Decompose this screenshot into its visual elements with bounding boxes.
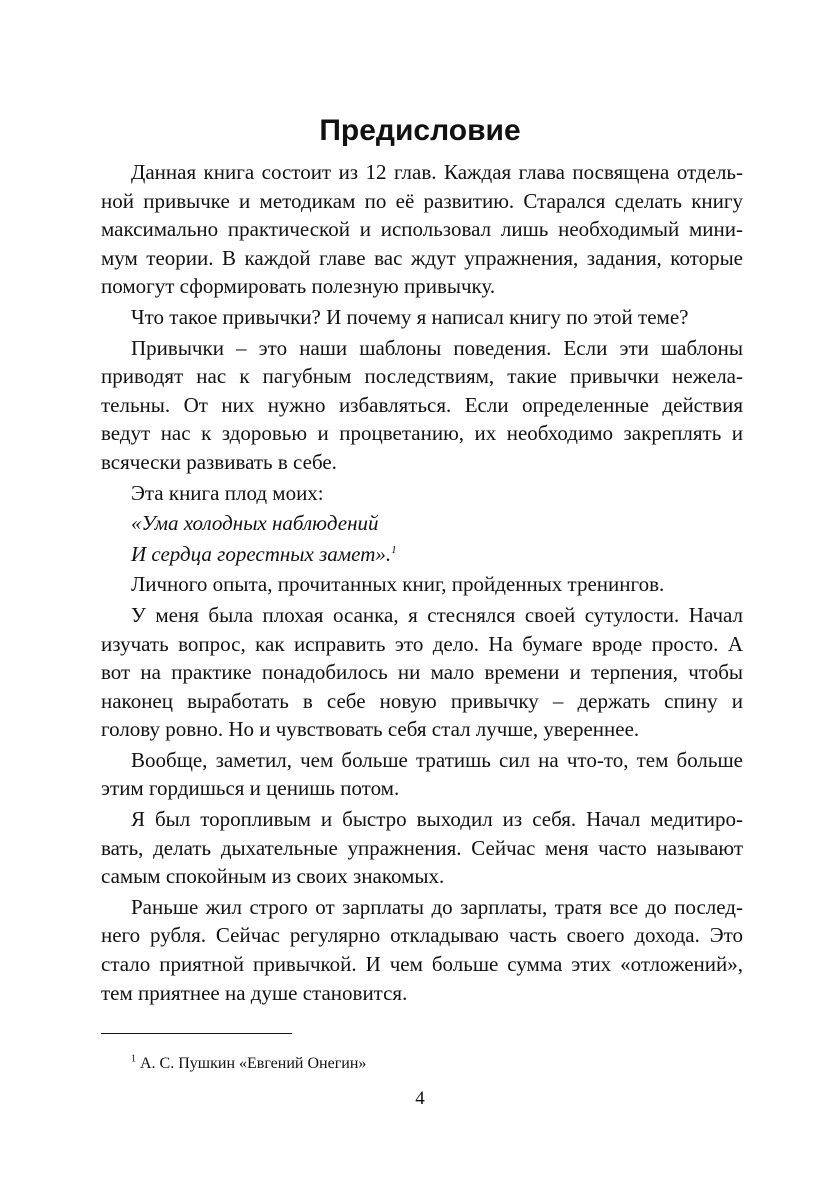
text-line: всячески развивать в себе. — [101, 449, 337, 474]
text-line: У меня была плохая осанка, я стеснялся своей сутулости. Начал — [131, 602, 743, 627]
text-line: помогут сформировать полезную привычку. — [101, 274, 496, 299]
paragraph — [101, 158, 743, 301]
footnote-divider — [101, 1033, 292, 1034]
text-line: максимально практической и использовал лишь необходимый мини- — [101, 217, 743, 242]
text-line: Раньше жил строго от зарплаты до зарплаты, тратя все до послед- — [131, 894, 743, 919]
quote-line — [101, 509, 743, 538]
text-line: вать, делать дыхательные упражнения. Сейчас меня часто называют — [101, 835, 743, 860]
text-line: «Ума холодных наблюдений — [131, 511, 379, 536]
paragraph — [101, 303, 743, 332]
text-line: Личного опыта, прочитанных книг, пройденных тренингов. — [131, 572, 665, 597]
text-line: Эта книга плод моих: — [131, 480, 324, 505]
text-line: Что такое привычки? И почему я написал книгу по этой теме? — [131, 304, 689, 329]
paragraph — [101, 893, 743, 1007]
text-line: Привычки – это наши шаблоны поведения. Если эти шаблоны — [131, 335, 743, 360]
paragraph — [101, 746, 743, 803]
text-line: изучать вопрос, как исправить это дело. На бумаге вроде просто. А — [101, 631, 743, 656]
text-line: самым спокойным из своих знакомых. — [101, 864, 445, 889]
page-number: 4 — [415, 1088, 425, 1109]
text-line — [101, 540, 743, 569]
text-line: стало приятной привычкой. И чем больше сумма этих «отложений», — [101, 952, 743, 977]
text-line: приводят нас к пагубным последствиям, такие привычки нежела- — [101, 364, 743, 389]
text-line: этим гордишься и ценишь потом. — [101, 776, 400, 801]
footnote-text: А. С. Пушкин «Евгений Онегин» — [140, 1055, 367, 1072]
text-line: Данная книга состоит из 12 глав. Каждая глава посвящена отдель- — [131, 160, 743, 184]
text-line: ной привычке и методикам по её развитию. Старался сделать книгу — [101, 188, 743, 213]
text-line: вот на практике понадобилось ни мало времени и терпения, чтобы — [101, 660, 743, 685]
footnote-number: 1 — [131, 1053, 136, 1065]
paragraph — [101, 805, 743, 891]
quote-text: И сердца горестных замет». — [131, 541, 392, 566]
paragraph — [101, 334, 743, 477]
text-line: голову ровно. Но и чувствовать себя стал лучше, увереннее. — [101, 717, 640, 742]
paragraph — [101, 601, 743, 744]
page-title: Предисловие — [319, 114, 521, 147]
text-line: тем приятнее на душе становится. — [101, 980, 408, 1005]
text-line: мум теории. В каждой главе вас ждут упражнения, задания, которые — [101, 245, 743, 270]
text-line: ведут нас к здоровью и процветанию, их необходимо закреплять и — [101, 421, 743, 446]
quote-line — [101, 540, 743, 569]
text-line: него рубля. Сейчас регулярно откладываю часть своего дохода. Это — [101, 923, 743, 948]
paragraph — [101, 570, 743, 599]
text-line: наконец выработать в себе новую привычку – держать спину и — [101, 688, 743, 713]
text-line: Вообще, заметил, чем больше тратишь сил на что-то, тем больше — [131, 747, 743, 772]
text-line: Я был торопливым и быстро выходил из себя. Начал медитиро- — [131, 807, 743, 832]
body-text — [101, 158, 743, 1009]
footnote-ref[interactable]: 1 — [391, 543, 397, 556]
footnote — [131, 1055, 366, 1073]
text-line: тельны. От них нужно избавляться. Если определенные действия — [101, 392, 743, 417]
paragraph — [101, 479, 743, 508]
